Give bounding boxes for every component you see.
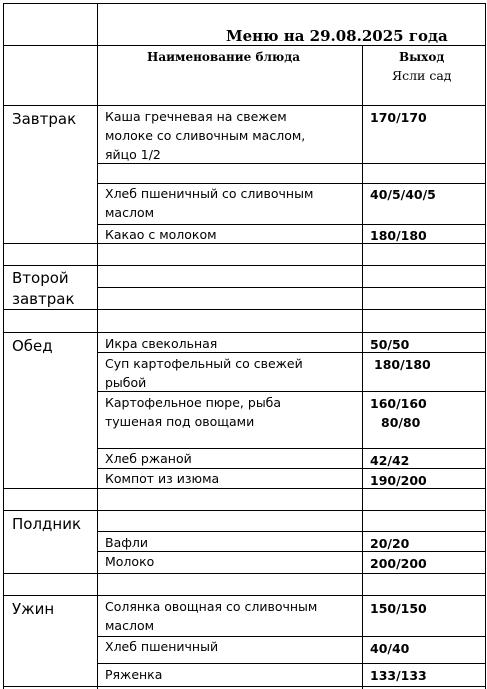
dish-output: 42/42 <box>370 453 410 468</box>
grid-line <box>362 45 363 689</box>
dish-output: 40/5/40/5 <box>370 187 436 202</box>
dish-output: 20/20 <box>370 536 410 551</box>
grid-line <box>97 287 486 288</box>
dish-name: Солянка овощная со сливочным маслом <box>105 599 318 633</box>
dish-output: 133/133 <box>370 668 427 683</box>
grid-line <box>3 105 486 106</box>
dish-name: Ряженка <box>105 667 163 682</box>
dish-name: Каша гречневая на свежем молоке со сливочным маслом, яйцо 1/2 <box>105 109 306 162</box>
dish-output: 160/160 <box>370 396 427 411</box>
dish-name: Молоко <box>105 554 155 569</box>
meal-label-lunch: Обед <box>12 337 53 355</box>
grid-line <box>3 265 486 266</box>
grid-line <box>3 573 486 574</box>
grid-line <box>3 595 486 596</box>
dish-name: Вафли <box>105 535 149 550</box>
dish-name: Какао с молоком <box>105 227 217 242</box>
dish-output: 190/200 <box>370 473 427 488</box>
dish-output: 170/170 <box>370 110 427 125</box>
dish-output: 200/200 <box>370 556 427 571</box>
menu-title: Меню на 29.08.2025 года <box>226 27 448 45</box>
dish-output: 180/180 <box>374 357 431 372</box>
grid-line <box>3 332 486 333</box>
dish-name: Хлеб ржаной <box>105 451 192 466</box>
grid-line <box>3 309 486 310</box>
meal-label-second-breakfast: Второй <box>12 269 69 287</box>
dish-output: 40/40 <box>370 641 410 656</box>
output-column-subheader: Ясли сад <box>392 68 452 83</box>
dish-output: 150/150 <box>370 601 427 616</box>
dish-output: 80/80 <box>381 415 421 430</box>
dish-column-header: Наименование блюда <box>147 50 301 64</box>
grid-line <box>3 243 486 244</box>
meal-label-snack: Полдник <box>12 515 82 533</box>
dish-name: Суп картофельный со свежей рыбой <box>105 356 303 390</box>
dish-output: 180/180 <box>370 228 427 243</box>
output-column-header: Выход <box>399 50 445 64</box>
meal-label-dinner: Ужин <box>12 600 55 618</box>
grid-line <box>97 531 486 532</box>
meal-label-second-breakfast: завтрак <box>12 290 75 308</box>
dish-name: Хлеб пшеничный со сливочным маслом <box>105 186 314 220</box>
dish-name: Хлеб пшеничный <box>105 639 219 654</box>
grid-line <box>97 663 486 664</box>
dish-output: 50/50 <box>370 337 410 352</box>
grid-line <box>3 488 486 489</box>
grid-line <box>3 510 486 511</box>
dish-name: Картофельное пюре, рыба тушеная под овощами <box>105 395 282 429</box>
meal-label-breakfast: Завтрак <box>12 110 77 128</box>
grid-line <box>3 3 486 4</box>
grid-line <box>3 686 486 687</box>
dish-name: Икра свекольная <box>105 336 218 351</box>
grid-line <box>3 45 486 46</box>
grid-line <box>97 551 486 552</box>
dish-name: Компот из изюма <box>105 471 220 486</box>
